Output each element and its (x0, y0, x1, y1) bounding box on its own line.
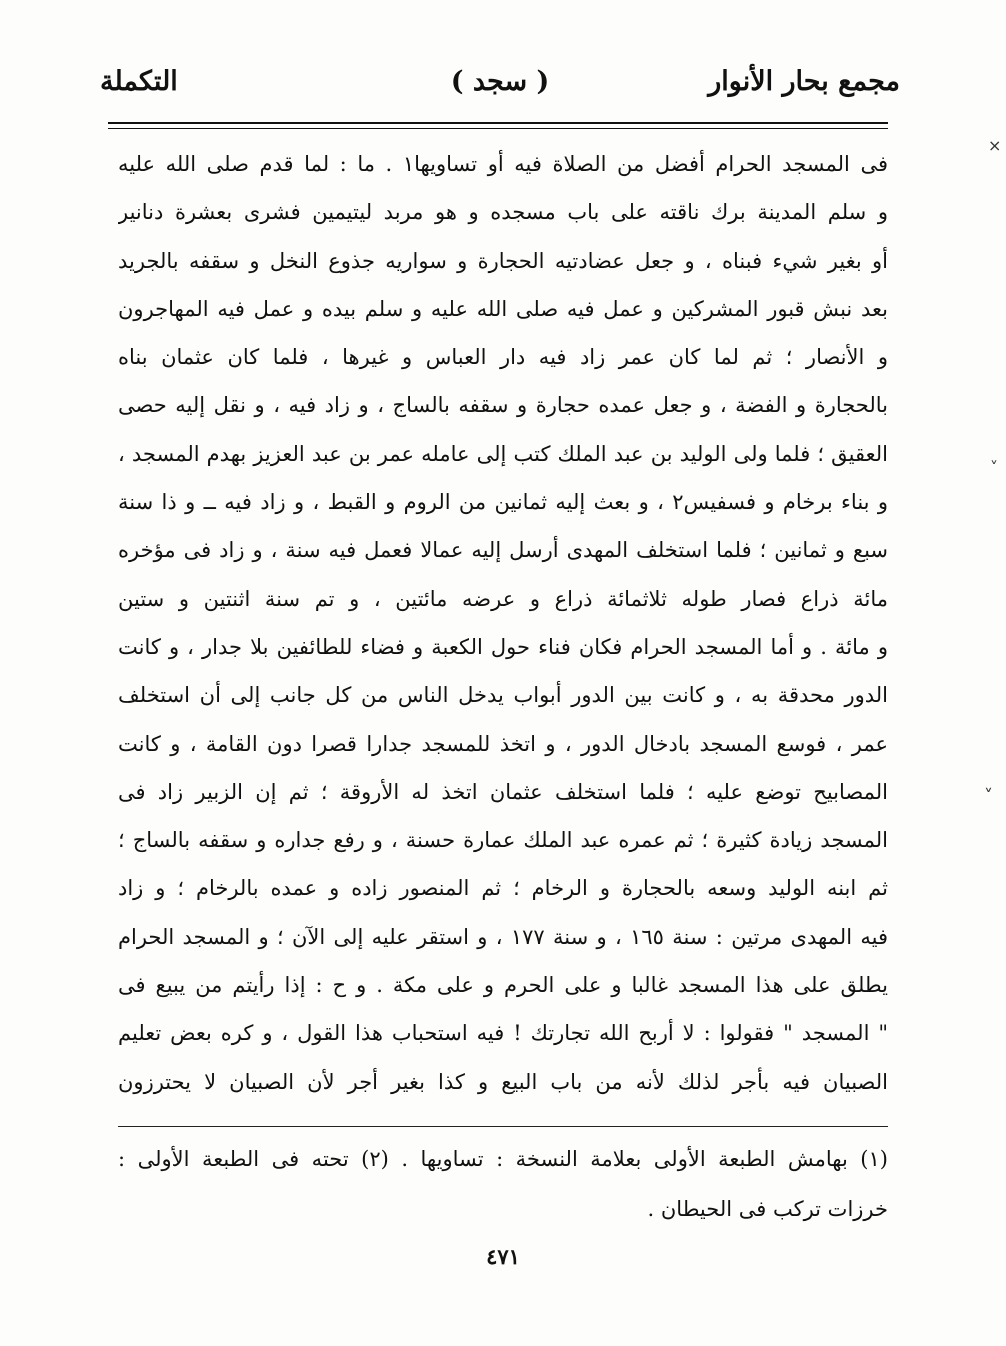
margin-tick-mark: ˅ (990, 458, 998, 477)
header-rule-thin (108, 128, 888, 129)
main-text-block (118, 140, 888, 1106)
text-line: و الأنصار ؛ ثم لما كان عمر زاد فيه دار العباس و غيرها ، فلما كان عثمان بناه (118, 345, 888, 370)
text-line: عمر ، فوسع المسجد بادخال الدور ، و اتخذ للمسجد جدارا قصرا دون القامة ، و كانت (118, 731, 888, 756)
header-rule-thick (108, 122, 888, 124)
text-line: يطلق على هذا المسجد غالبا و على الحرم و على مكة . و ح : إذا رأيتم من يبيع فى (118, 973, 888, 998)
text-line: و سلم المدينة برك ناقته على باب مسجده و هو مربد ليتيمين فشرى بعشرة دنانير (118, 200, 888, 225)
text-line: مائة ذراع فصار طوله ثلاثمائة ذراع و عرضه مائتين ، و تم سنة اثنتين و ستين (118, 586, 888, 611)
section-title: التكملة (100, 66, 178, 97)
margin-tick-mark: ˅ (984, 786, 993, 807)
text-line: الدور محدقة به ، و كانت بين الدور أبواب يدخل الناس من كل جانب إلى أن استخلف (118, 683, 888, 708)
book-title: مجمع بحار الأنوار (708, 66, 900, 97)
page-number: ٤٧١ (486, 1244, 520, 1269)
footnote-separator (118, 1126, 888, 1127)
text-line: و بناء برخام و فسفيس٢ ، و بعث إليه ثمانين من الروم و القبط ، و زاد فيه ــ و ذا سنة (118, 490, 888, 515)
text-line: فيه المهدى مرتين : سنة ١٦٥ ، و سنة ١٧٧ ، و استقر عليه إلى الآن ؛ و المسجد الحرام (118, 924, 888, 949)
margin-tick-mark: × (988, 136, 1002, 155)
running-header (100, 66, 900, 114)
footnote-line: (١) بهامش الطبعة الأولى بعلامة النسخة : تساويها . (٢) تحته فى الطبعة الأولى : (118, 1147, 888, 1171)
text-line: الصبيان فيه بأجر لذلك لأنه من باب البيع و كذا بغير أجر لأن الصبيان لا يحترزون (118, 1069, 888, 1094)
text-line: العقيق ؛ فلما ولى الوليد بن عبد الملك كتب إلى عامله عمر بن عبد العزيز بهدم المسجد ، (118, 441, 888, 466)
text-line: بعد نبش قبور المشركين و عمل فيه صلى الله عليه و سلم بيده و عمل فيه المهاجرون (118, 296, 888, 321)
text-line: سبع و ثمانين ؛ فلما استخلف المهدى أرسل إليه عمالا فعمل فيه سنة ، و زاد فى مؤخره (118, 538, 888, 563)
footnote-line: خرزات تركب فى الحيطان . (647, 1197, 888, 1221)
text-line: المصابيح توضع عليه ؛ فلما استخلف عثمان اتخذ له الأروقة ؛ ثم إن الزبير زاد فى (118, 779, 888, 804)
entry-root-heading: ( سجد ) (450, 66, 550, 97)
text-line: " المسجد " فقولوا : لا أربح الله تجارتك ! فيه استحباب هذا القول ، و كره بعض تعليم (118, 1021, 888, 1046)
text-line: أو بغير شيء فبناه ، و جعل عضادتيه الحجارة و سواريه جذوع النخل و سقفه بالجريد (118, 248, 888, 273)
text-line: بالحجارة و الفضة ، و جعل عمده حجارة و سقفه بالساج ، و زاد فيه ، و نقل إليه حصى (118, 393, 888, 418)
text-line: و مائة . و أما المسجد الحرام فكان فناء حول الكعبة و فضاء للطائفين بلا جدار ، و كانت (118, 634, 888, 659)
text-line: المسجد زيادة كثيرة ؛ ثم عمره عبد الملك عمارة حسنة ، و رفع جداره و سقفه بالساج ؛ (118, 828, 888, 853)
text-line: ثم ابنه الوليد وسعه بالحجارة و الرخام ؛ ثم المنصور زاده و عمده بالرخام ؛ و زاد (118, 876, 888, 901)
footnotes-block (118, 1134, 888, 1234)
text-line: فى المسجد الحرام أفضل من الصلاة فيه أو تساويها١ . ما : لما قدم صلى الله عليه (118, 152, 888, 176)
